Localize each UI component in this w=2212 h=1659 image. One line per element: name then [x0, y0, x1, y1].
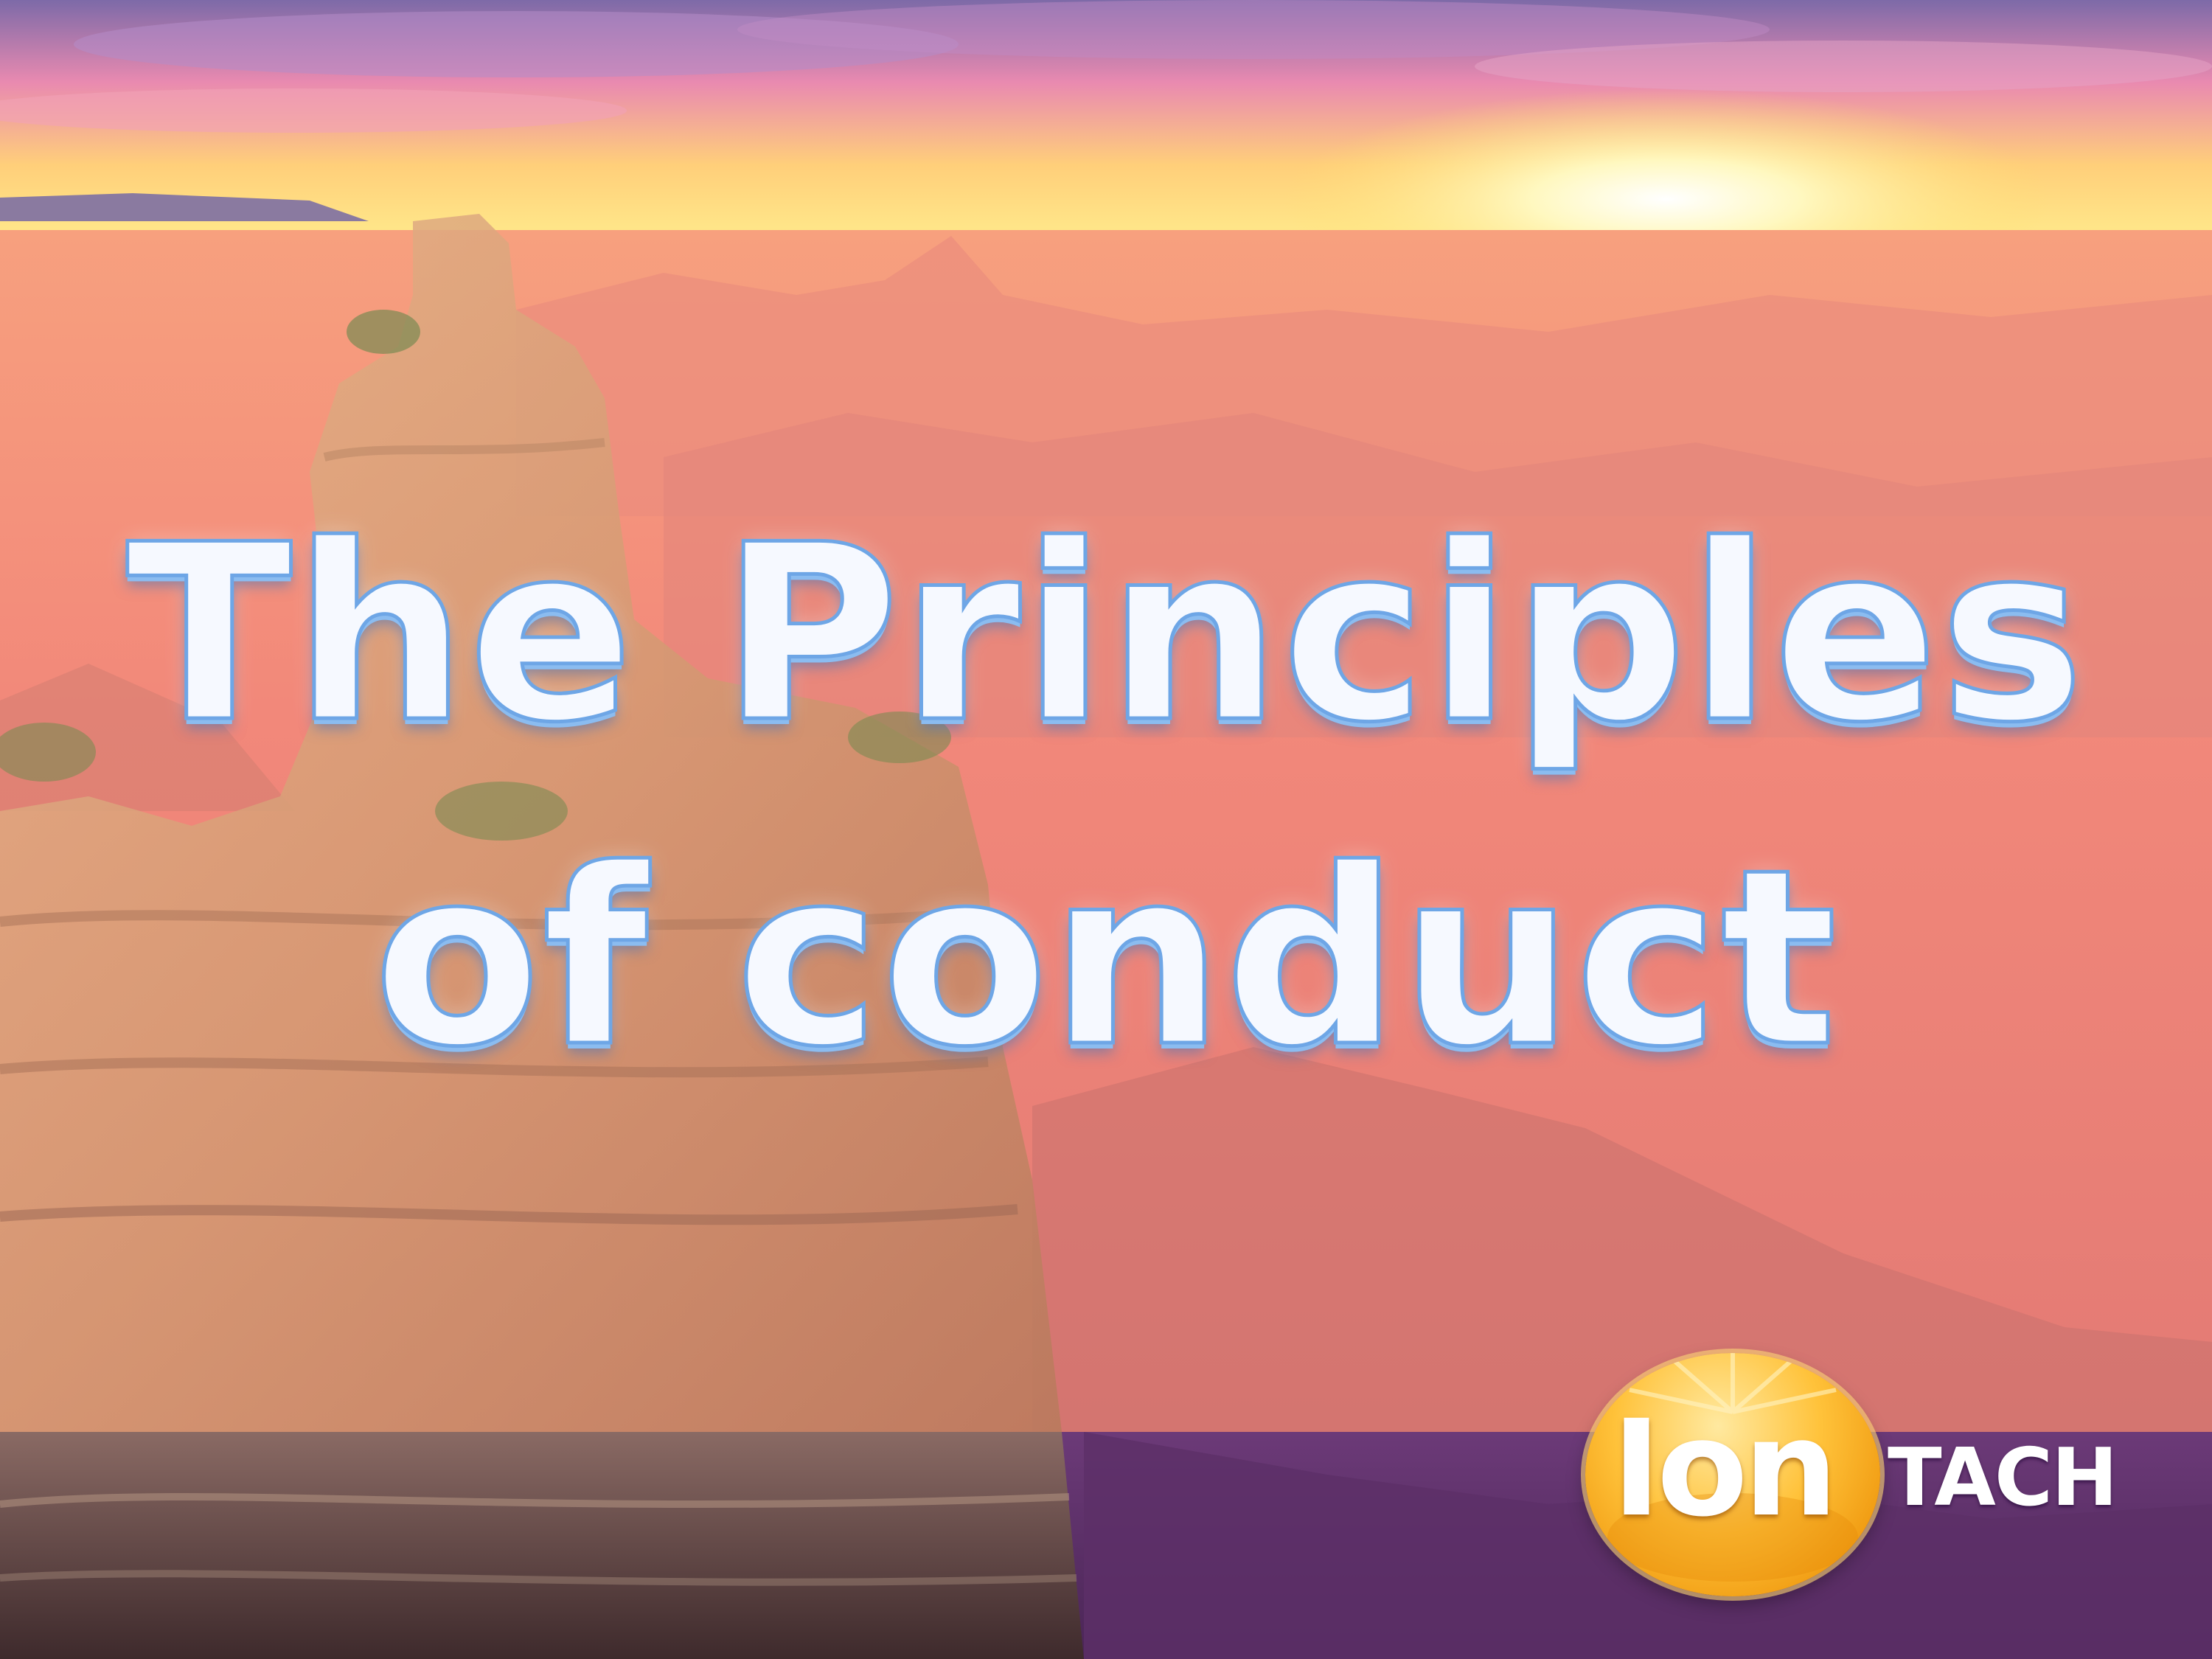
logo-tag-text: TACH	[1888, 1432, 2117, 1524]
iontach-logo	[1585, 1353, 2146, 1596]
slide-title	[0, 472, 2212, 1121]
logo-badge	[1585, 1353, 1880, 1596]
logo-badge-text: Ion	[1612, 1392, 1834, 1546]
title-line-2: of conduct	[373, 817, 1839, 1100]
title-line-1: The Principles	[126, 493, 2086, 776]
